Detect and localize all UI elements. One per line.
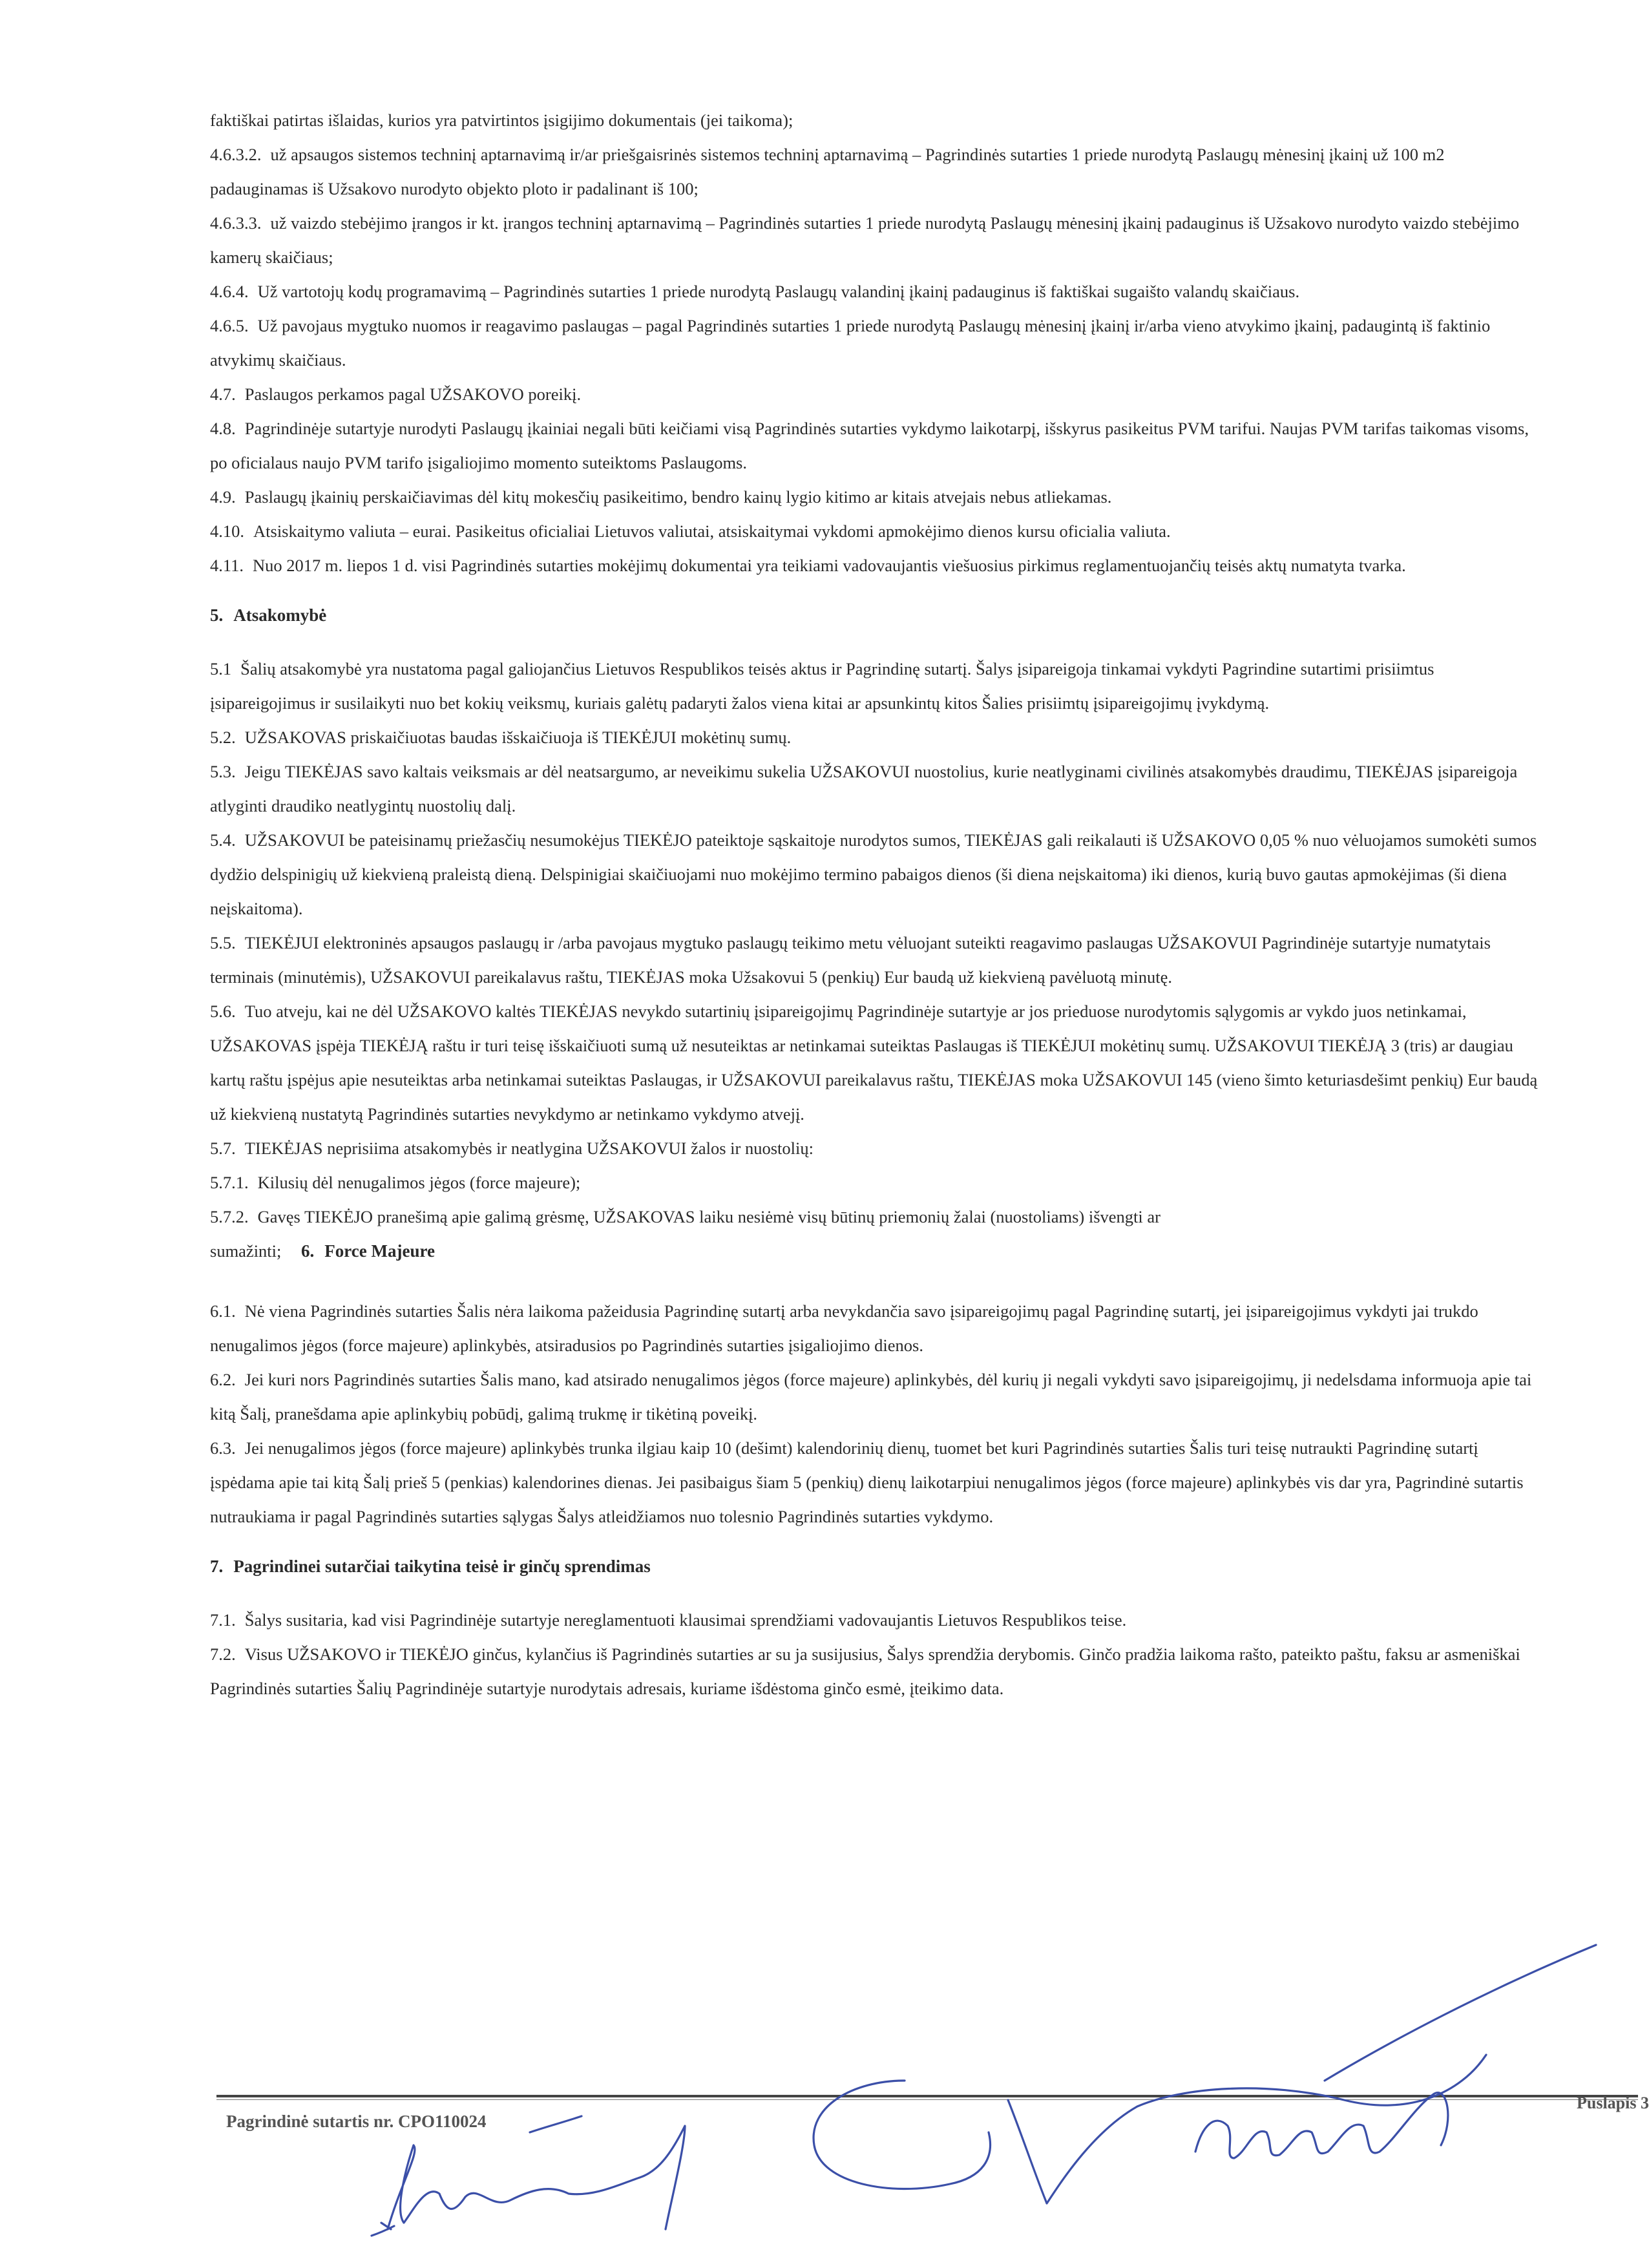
paragraph: 7.2. Visus UŽSAKOVO ir TIEKĖJO ginčus, kylančius iš Pagrindinės sutarties ar su ja susijusius, Šalys sprendžia derybomis. Ginčo pradžia laikoma rašto, pateikto paštu, faksu ar asmeniškai Pagrindinės sutarties Šalių Pagrindinėje sutartyje nurodytais adresais, kuriame išdėstoma ginčo esmė, įteikimo data.	[210, 1644, 1520, 1698]
paragraph: 4.6.3.2. už apsaugos sistemos techninį aptarnavimą ir/ar priešgaisrinės sistemos techninį aptarnavimą – Pagrindinės sutarties 1 priede nurodytą Paslaugų mėnesinį įkainį už 100 m2 padauginamas iš Užsakovo nurodyto objekto ploto ir padalinant iš 100;	[210, 145, 1445, 198]
paragraph: 5.1 Šalių atsakomybė yra nustatoma pagal galiojančius Lietuvos Respublikos teisės aktus ir Pagrindinę sutartį. Šalys įsipareigoja tinkamai vykdyti Pagrindine sutartimi prisiimtus įsipareigojimus ir susilaikyti nuo bet kokių veiksmų, kuriais galėtų padaryti žalos viena kitai ar apsunkintų kitos Šalies prisiimtų įsipareigojimų įvykdymą.	[210, 659, 1434, 713]
footer-rule-thin	[216, 2099, 1638, 2100]
section-6-body	[210, 1294, 1541, 1534]
signature-left-mark	[372, 2223, 394, 2236]
section-5-heading: 5. Atsakomybė	[210, 605, 327, 625]
section-6-heading: 6. Force Majeure	[301, 1241, 435, 1261]
section-7-body	[210, 1603, 1541, 1706]
paragraph: 5.7.1. Kilusių dėl nenugalimos jėgos (force majeure);	[210, 1173, 581, 1192]
paragraph: 4.6.5. Už pavojaus mygtuko nuomos ir reagavimo paslaugas – pagal Pagrindinės sutarties 1 priede nurodytą Paslaugų mėnesinį įkainį ir/arba vieno atvykimo įkainį, padaugintą iš faktinio atvykimų skaičiaus.	[210, 316, 1491, 370]
paragraph: 5.7. TIEKĖJAS neprisiima atsakomybės ir neatlygina UŽSAKOVUI žalos ir nuostolių:	[210, 1139, 814, 1158]
paragraph: 5.4. UŽSAKOVUI be pateisinamų priežasčių nesumokėjus TIEKĖJO pateiktoje sąskaitoje nurodytos sumos, TIEKĖJAS gali reikalauti iš UŽSAKOVO 0,05 % nuo vėluojamos sumokėti sumos dydžio delspinigių už kiekvieną praleistą dieną. Delspinigiai skaičiuojami nuo mokėjimo termino pabaigos dienos (ši diena neįskaitoma) iki dienos, kurią buvo gautas apmokėjimas (ši diena neįskaitoma).	[210, 830, 1537, 918]
paragraph	[210, 1234, 1541, 1268]
footer-page-number: Puslapis 3	[1577, 2094, 1649, 2112]
section-4-continuation	[210, 103, 1541, 583]
section-5-body	[210, 652, 1541, 1268]
document-body	[210, 103, 1541, 1706]
paragraph: 5.5. TIEKĖJUI elektroninės apsaugos paslaugų ir /arba pavojaus mygtuko paslaugų teikimo metu vėluojant suteikti reagavimo paslaugas UŽSAKOVUI Pagrindinėje sutartyje numatytais terminais (minutėmis), UŽSAKOVUI pareikalavus raštu, TIEKĖJAS moka Užsakovui 5 (penkių) Eur baudą už kiekvieną pavėluotą minutę.	[210, 933, 1491, 987]
paragraph: 4.6.3.3. už vaizdo stebėjimo įrangos ir kt. įrangos techninį aptarnavimą – Pagrindinės sutarties 1 priede nurodytą Paslaugų mėnesinį įkainį padauginus iš Užsakovo nurodyto vaizdo stebėjimo kamerų skaičiaus;	[210, 213, 1520, 267]
signature-right	[1195, 2093, 1448, 2158]
paragraph: 5.2. UŽSAKOVAS priskaičiuotas baudas išskaičiuoja iš TIEKĖJUI mokėtinų sumų.	[210, 728, 792, 747]
paragraph: 4.11. Nuo 2017 m. liepos 1 d. visi Pagrindinės sutarties mokėjimų dokumentai yra teikiami vadovaujantis viešuosius pirkimus reglamentuojančių teisės aktų numatyta tvarka.	[210, 556, 1406, 575]
paragraph: 4.10. Atsiskaitymo valiuta – eurai. Pasikeitus oficialiai Lietuvos valiutai, atsiskaitymai vykdomi apmokėjimo dienos kursu oficialia valiuta.	[210, 521, 1171, 541]
paragraph: 4.8. Pagrindinėje sutartyje nurodyti Paslaugų įkainiai negali būti keičiami visą Pagrindinės sutarties vykdymo laikotarpį, išskyrus pasikeitus PVM tarifui. Naujas PVM tarifas taikomas visoms, po oficialaus naujo PVM tarifo įsigaliojimo momento suteiktoms Paslaugoms.	[210, 419, 1529, 472]
signature-right-stroke	[1325, 1945, 1596, 2081]
signature-center	[814, 2055, 1486, 2203]
paragraph: faktiškai patirtas išlaidas, kurios yra patvirtintos įsigijimo dokumentais (jei taikoma);	[210, 110, 793, 130]
paragraph: 5.3. Jeigu TIEKĖJAS savo kaltais veiksmais ar dėl neatsargumo, ar neveikimu sukelia UŽSAKOVUI nuostolius, kurie neatlyginami civilinės atsakomybės draudimu, TIEKĖJAS įsipareigoja atlyginti draudiko neatlygintų nuostolių dalį.	[210, 762, 1518, 815]
paragraph: 4.6.4. Už vartotojų kodų programavimą – Pagrindinės sutarties 1 priede nurodytą Paslaugų valandinį įkainį padauginus iš faktiškai sugaišto valandų skaičiaus.	[210, 282, 1300, 301]
footer-rule	[216, 2095, 1638, 2097]
section-7-heading: 7. Pagrindinei sutarčiai taikytina teisė ir ginčų sprendimas	[210, 1557, 651, 1576]
paragraph: 5.7.2. Gavęs TIEKĖJO pranešimą apie galimą grėsmę, UŽSAKOVAS laiku nesiėmė visų būtinų priemonių žalai (nuostoliams) išvengti ar	[210, 1207, 1161, 1226]
paragraph: 7.1. Šalys susitaria, kad visi Pagrindinėje sutartyje nereglamentuoti klausimai sprendžiami vadovaujantis Lietuvos Respublikos teise.	[210, 1610, 1127, 1630]
paragraph: 6.2. Jei kuri nors Pagrindinės sutarties Šalis mano, kad atsirado nenugalimos jėgos (force majeure) aplinkybės, dėl kurių ji negali vykdyti savo įsipareigojimų, ji nedelsdama informuoja apie tai kitą Šalį, pranešdama apie aplinkybių pobūdį, galimą trukmę ir tikėtiną poveikį.	[210, 1370, 1532, 1423]
footer-contract-number: Pagrindinė sutartis nr. CPO110024	[226, 2112, 487, 2131]
paragraph: 4.9. Paslaugų įkainių perskaičiavimas dėl kitų mokesčių pasikeitimo, bendro kainų lygio kitimo ar kitais atvejais nebus atliekamas.	[210, 487, 1112, 507]
paragraph: 6.1. Nė viena Pagrindinės sutarties Šalis nėra laikoma pažeidusia Pagrindinę sutartį arba nevykdančia savo įsipareigojimų pagal Pagrindinę sutartį, jei įsipareigojimus vykdyti jai trukdo nenugalimos jėgos (force majeure) aplinkybės, atsiradusios po Pagrindinės sutarties įsigaliojimo dienos.	[210, 1301, 1478, 1355]
paragraph: 5.6. Tuo atveju, kai ne dėl UŽSAKOVO kaltės TIEKĖJAS nevykdo sutartinių įsipareigojimų Pagrindinėje sutartyje ar jos prieduose nurodytomis sąlygomis ar vykdo juos netinkamai, UŽSAKOVAS įspėja TIEKĖJĄ raštu ir turi teisę išskaičiuoti sumą už nesuteiktas ar netinkamai suteiktas Paslaugas iš TIEKĖJUI mokėtinų sumų. UŽSAKOVUI TIEKĖJĄ 3 (tris) ar daugiau kartų raštu įspėjus apie nesuteiktas arba netinkamai suteiktas Paslaugas, ir UŽSAKOVUI pareikalavus raštu, TIEKĖJAS moka UŽSAKOVUI 145 (vieno šimto keturiasdešimt penkių) Eur baudą už kiekvieną nustatytą Pagrindinės sutarties nevykdymo ar netinkamo vykdymo atvejį.	[210, 1002, 1538, 1124]
paragraph: 4.7. Paslaugos perkamos pagal UŽSAKOVO poreikį.	[210, 384, 582, 404]
paragraph-tail: sumažinti;	[210, 1241, 282, 1261]
signature-left	[388, 2126, 685, 2229]
paragraph: 6.3. Jei nenugalimos jėgos (force majeure) aplinkybės trunka ilgiau kaip 10 (dešimt) kalendorinių dienų, tuomet bet kuri Pagrindinės sutarties Šalis turi teisę nutraukti Pagrindinę sutartį įspėdama apie tai kitą Šalį prieš 5 (penkias) kalendorines dienas. Jei pasibaigus šiam 5 (penkių) dienų laikotarpiui nenugalimos jėgos (force majeure) aplinkybės vis dar yra, Pagrindinė sutartis nutraukiama ir pagal Pagrindinės sutarties sąlygas Šalys atleidžiamos nuo tolesnio Pagrindinės sutarties vykdymo.	[210, 1438, 1524, 1526]
footer-ink-mark	[530, 2116, 582, 2132]
